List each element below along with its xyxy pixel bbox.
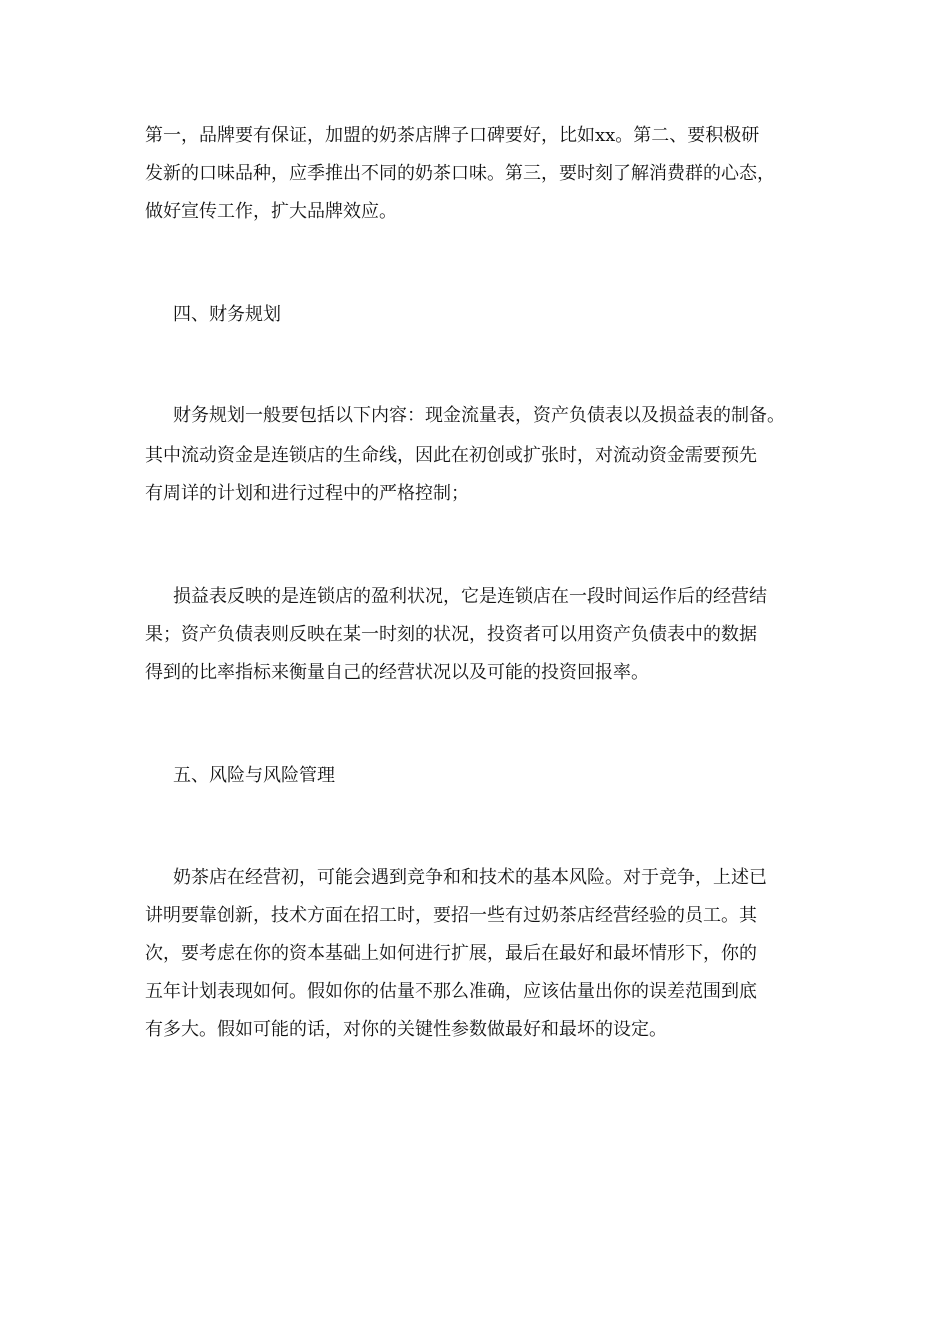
paragraph-2-line-2: 其中流动资金是连锁店的生命线，因此在初创或扩张时，对流动资金需要预先 (145, 445, 757, 466)
paragraph-4-line-5: 有多大。假如可能的话，对你的关键性参数做最好和最坏的设定。 (145, 1019, 667, 1040)
section-heading-finance: 四、财务规划 (173, 304, 281, 325)
paragraph-3-line-3: 得到的比率指标来衡量自己的经营状况以及可能的投资回报率。 (145, 662, 649, 683)
paragraph-2-line-3: 有周详的计划和进行过程中的严格控制； (145, 483, 469, 504)
paragraph-3-line-2: 果；资产负债表则反映在某一时刻的状况，投资者可以用资产负债表中的数据 (145, 624, 757, 645)
paragraph-4-line-3: 次，要考虑在你的资本基础上如何进行扩展，最后在最好和最坏情形下，你的 (145, 943, 757, 964)
paragraph-4-line-2: 讲明要靠创新，技术方面在招工时，要招一些有过奶茶店经营经验的员工。其 (145, 905, 757, 926)
paragraph-4-line-4: 五年计划表现如何。假如你的估量不那么准确，应该估量出你的误差范围到底 (145, 981, 757, 1002)
paragraph-1-line-2: 发新的口味品种，应季推出不同的奶茶口味。第三，要时刻了解消费群的心态， (145, 163, 775, 184)
paragraph-1-line-3: 做好宣传工作，扩大品牌效应。 (145, 201, 397, 222)
paragraph-4-line-1: 奶茶店在经营初，可能会遇到竞争和和技术的基本风险。对于竞争，上述已 (173, 867, 767, 888)
section-heading-risk: 五、风险与风险管理 (173, 765, 335, 786)
paragraph-3-line-1: 损益表反映的是连锁店的盈利状况，它是连锁店在一段时间运作后的经营结 (173, 586, 767, 607)
paragraph-2-line-1: 财务规划一般要包括以下内容：现金流量表，资产负债表以及损益表的制备。 (173, 405, 785, 426)
paragraph-1-line-1: 第一，品牌要有保证，加盟的奶茶店牌子口碑要好，比如xx。第二、要积极研 (145, 125, 760, 146)
